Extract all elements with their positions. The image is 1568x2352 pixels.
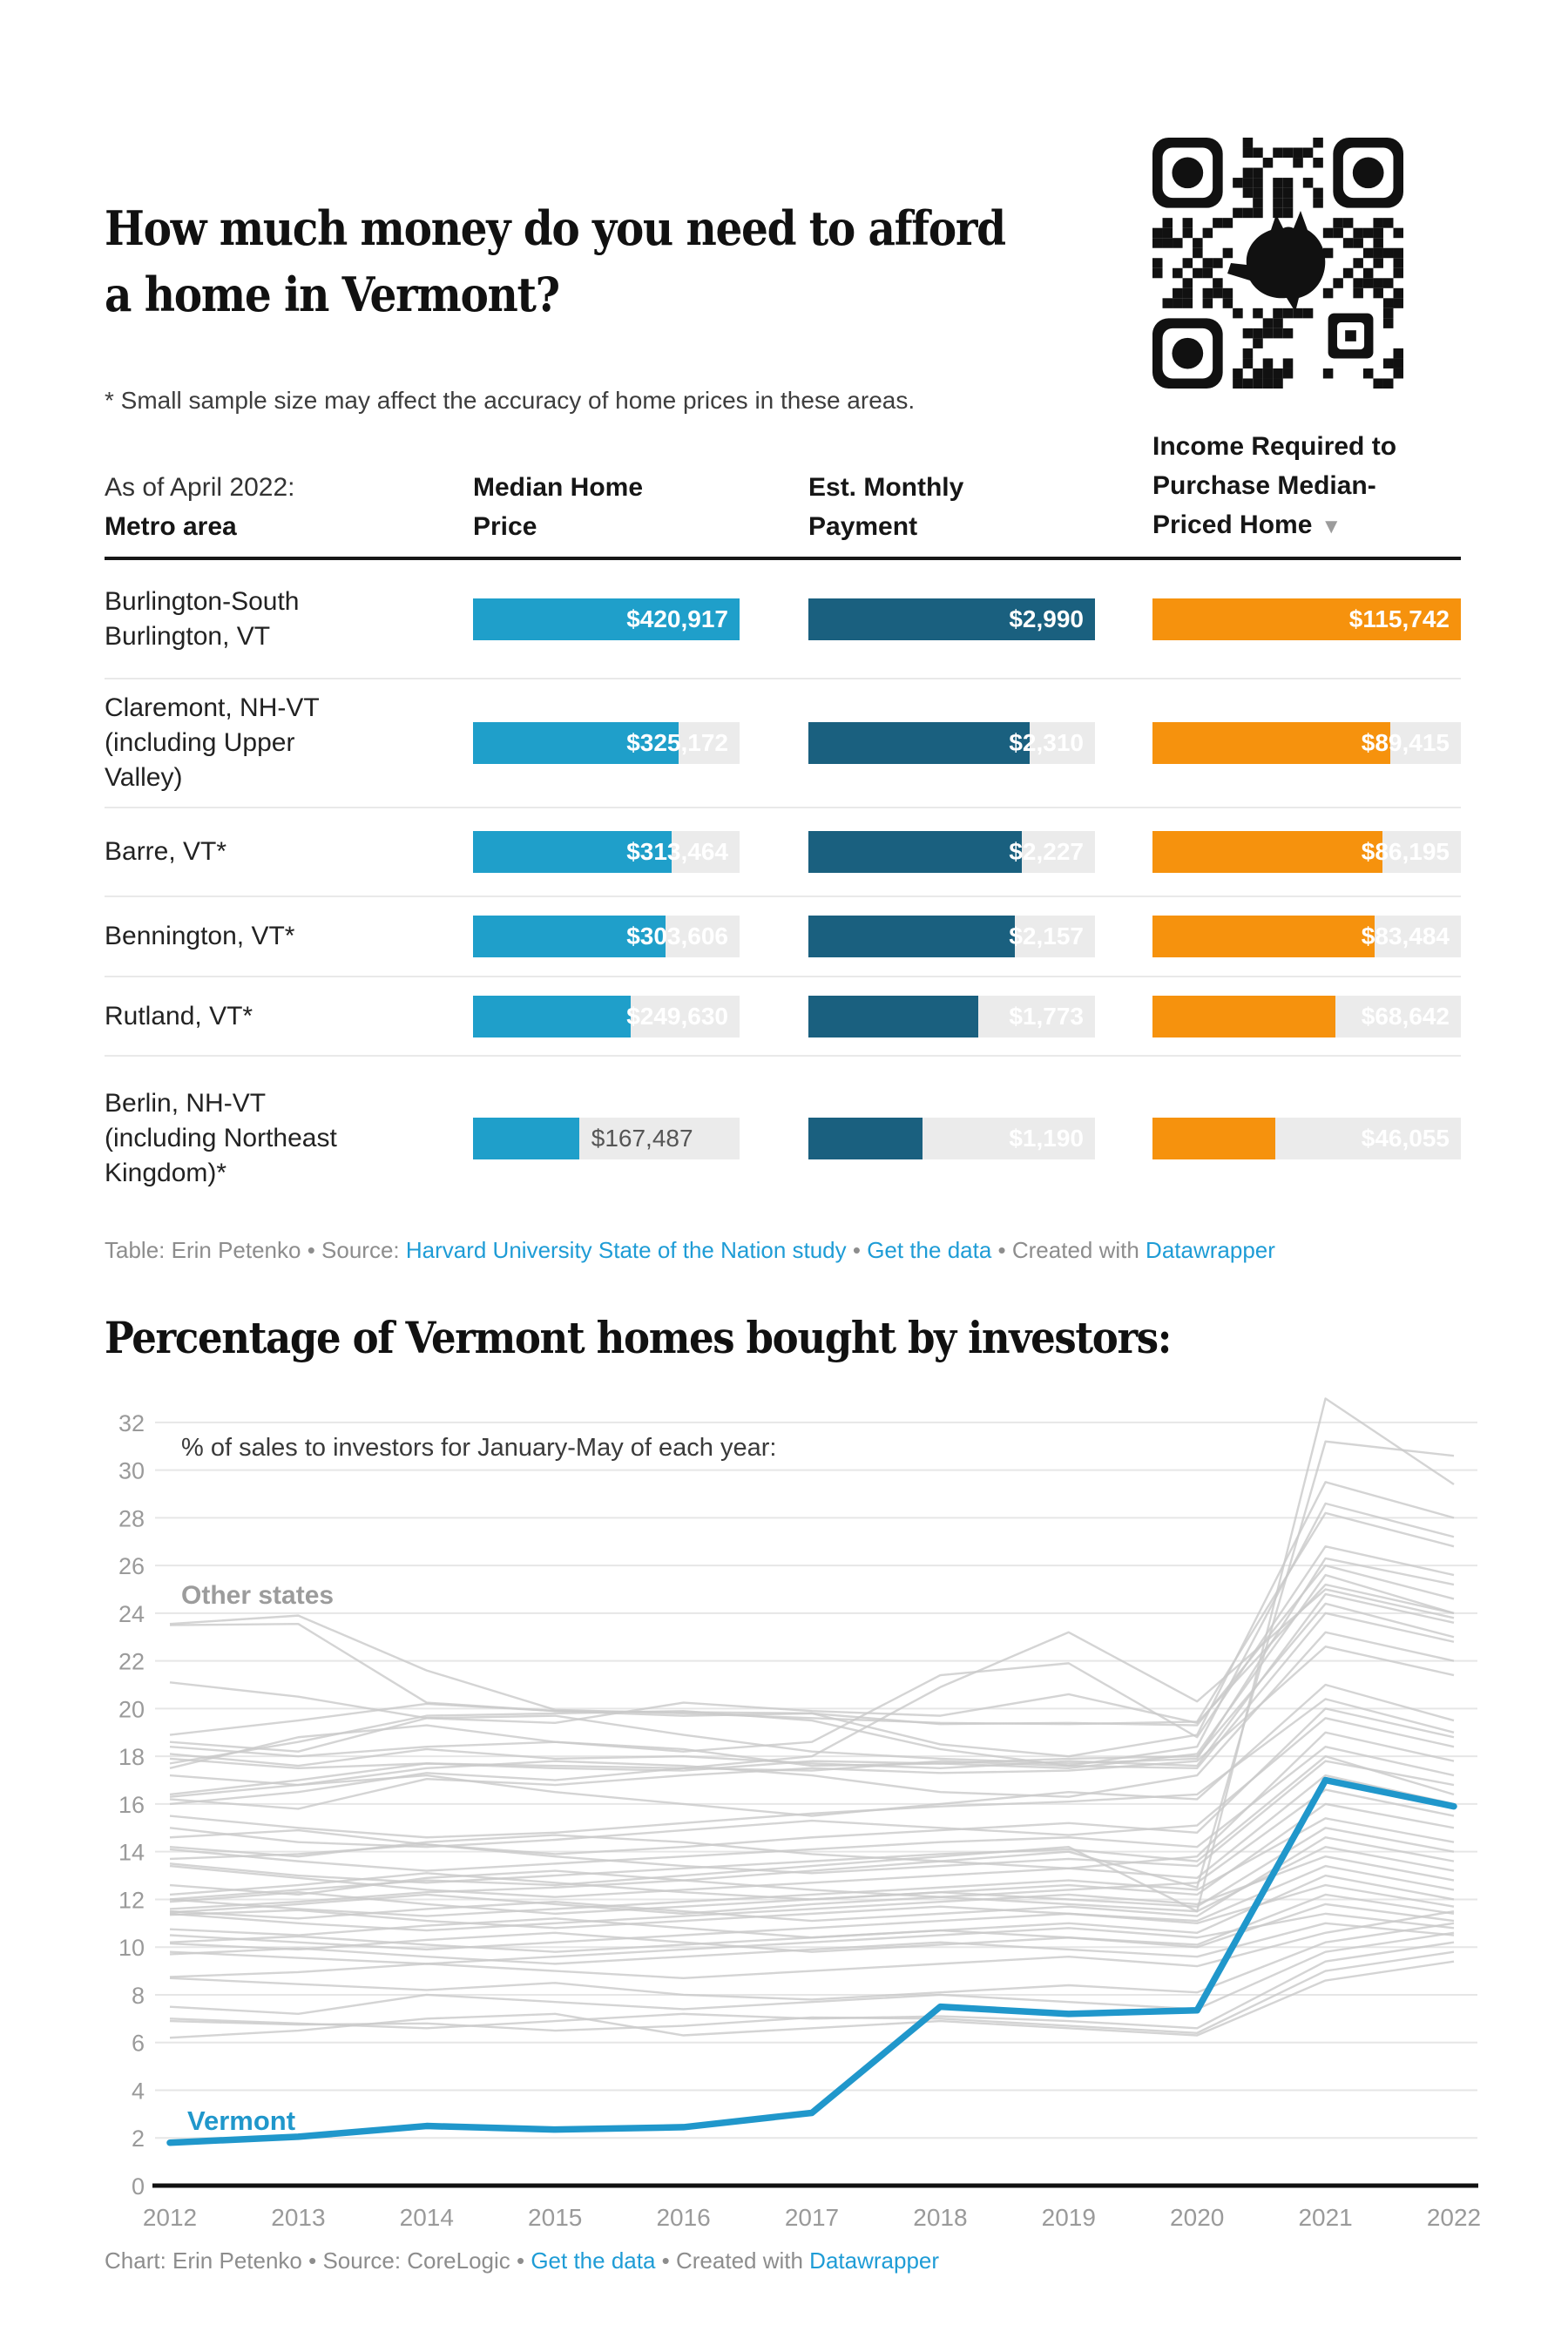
qr-module (1303, 308, 1314, 319)
x-tick-label: 2020 (1170, 2204, 1225, 2231)
qr-module (1183, 228, 1193, 239)
other-states-label: Other states (181, 1581, 335, 1610)
payment-bar-fill (808, 916, 1015, 957)
income-header-line1: Income Required to (1152, 432, 1397, 461)
y-tick-label: 14 (118, 1839, 145, 1866)
other-state-line (170, 1442, 1454, 1909)
qr-module (1243, 358, 1254, 368)
chart-get-the-data-link[interactable]: Get the data (531, 2247, 656, 2274)
payment-bar-fill (808, 1118, 923, 1159)
qr-module (1273, 178, 1283, 188)
vermont-label: Vermont (187, 2105, 296, 2136)
qr-module (1373, 278, 1383, 288)
home-affordability-table (105, 433, 1461, 1220)
income-bar (1152, 1118, 1461, 1159)
y-tick-label: 6 (131, 2030, 145, 2057)
y-tick-label: 22 (118, 1648, 145, 1675)
income-bar (1152, 916, 1461, 957)
metro-label: Rutland, VT* (105, 1001, 253, 1031)
qr-module (1303, 178, 1314, 188)
qr-module (1273, 368, 1283, 379)
qr-module (1373, 378, 1383, 389)
qr-module (1243, 168, 1254, 179)
qr-module (1213, 218, 1223, 228)
payment-bar (808, 831, 1095, 873)
qr-module (1263, 158, 1274, 168)
qr-module (1293, 158, 1303, 168)
table-credit-text: Table: Erin Petenko • Source: (105, 1237, 406, 1263)
qr-module (1363, 248, 1374, 259)
qr-module (1243, 148, 1254, 159)
qr-module (1323, 228, 1334, 239)
qr-finder-dot (1172, 338, 1203, 369)
qr-module (1383, 278, 1394, 288)
table-body (105, 560, 1461, 1220)
other-state-line (170, 1646, 1454, 1808)
x-tick-label: 2021 (1298, 2204, 1353, 2231)
qr-module (1383, 248, 1394, 259)
chart-title: Percentage of Vermont homes bought by investors: (105, 1312, 1172, 1363)
qr-module (1213, 278, 1223, 288)
qr-module (1283, 148, 1294, 159)
qr-module (1383, 358, 1394, 368)
price-bar (473, 598, 740, 640)
price-bar-value: $420,917 (626, 605, 728, 632)
y-tick-label: 16 (118, 1791, 145, 1818)
qr-code (1152, 138, 1403, 389)
qr-module (1243, 178, 1254, 188)
qr-module (1243, 328, 1254, 339)
qr-module (1283, 208, 1294, 219)
qr-module (1253, 198, 1263, 208)
qr-module (1163, 298, 1173, 308)
metro-label: Barre, VT* (105, 837, 227, 866)
income-bar-value: $89,415 (1361, 729, 1450, 756)
qr-module (1163, 228, 1173, 239)
qr-module (1383, 318, 1394, 328)
qr-module (1283, 198, 1294, 208)
qr-module (1345, 330, 1356, 341)
qr-module (1233, 208, 1243, 219)
qr-module (1313, 188, 1323, 199)
qr-module (1183, 218, 1193, 228)
qr-module (1193, 248, 1203, 259)
qr-module (1313, 158, 1323, 168)
qr-module (1253, 378, 1263, 389)
qr-module (1203, 268, 1213, 279)
payment-header-line2: Payment (808, 512, 918, 541)
qr-module (1323, 288, 1334, 299)
price-bar-value: $313,464 (626, 838, 728, 865)
payment-bar-value: $2,227 (1009, 838, 1084, 865)
qr-module (1253, 338, 1263, 348)
qr-module (1203, 288, 1213, 299)
metro-area-header: Metro area (105, 512, 237, 541)
other-state-line (170, 1398, 1454, 1911)
qr-module (1273, 318, 1283, 328)
payment-bar-fill (808, 831, 1022, 873)
income-bar (1152, 996, 1461, 1037)
income-bar-fill (1152, 996, 1335, 1037)
qr-module (1393, 228, 1403, 239)
qr-module (1243, 378, 1254, 389)
price-bar-value: $249,630 (626, 1002, 728, 1030)
qr-module (1353, 258, 1363, 268)
qr-module (1183, 288, 1193, 299)
x-tick-label: 2015 (528, 2204, 583, 2231)
qr-module (1303, 148, 1314, 159)
price-bar (473, 1118, 740, 1159)
qr-module (1243, 138, 1254, 148)
y-tick-label: 26 (118, 1553, 145, 1580)
qr-code-icon (1152, 138, 1403, 389)
qr-module (1393, 268, 1403, 279)
qr-module (1323, 368, 1334, 379)
other-state-line (170, 1513, 1454, 1724)
qr-module (1213, 258, 1223, 268)
qr-module (1233, 308, 1243, 319)
table-footnote: * Small sample size may affect the accuracy of home prices in these areas. (105, 387, 916, 414)
qr-module (1203, 258, 1213, 268)
income-bar-value: $68,642 (1361, 1002, 1450, 1030)
qr-module (1193, 238, 1203, 248)
qr-module (1263, 378, 1274, 389)
qr-module (1353, 288, 1363, 299)
x-tick-label: 2016 (656, 2204, 711, 2231)
column-header-payment[interactable] (808, 468, 963, 546)
price-bar (473, 996, 740, 1037)
y-tick-label: 18 (118, 1744, 145, 1771)
qr-module (1353, 238, 1363, 248)
qr-module (1223, 288, 1233, 299)
page-title (105, 195, 1005, 328)
price-bar (473, 916, 740, 957)
page-title-line2: a home in Vermont? (105, 267, 559, 322)
qr-module (1273, 308, 1283, 319)
as-of-date-label: As of April 2022: (105, 473, 295, 502)
qr-module (1213, 288, 1223, 299)
table-row (105, 808, 1461, 897)
qr-module (1373, 238, 1383, 248)
table-row (105, 560, 1461, 679)
y-tick-label: 10 (118, 1935, 145, 1962)
qr-finder-dot (1172, 157, 1203, 188)
y-tick-label: 20 (118, 1696, 145, 1723)
table-row (105, 897, 1461, 977)
qr-module (1203, 298, 1213, 308)
qr-module (1283, 188, 1294, 199)
payment-bar (808, 1118, 1095, 1159)
payment-bar-value: $1,773 (1009, 1002, 1084, 1030)
other-state-line (170, 1575, 1454, 1768)
price-bar-value: $325,172 (626, 729, 728, 756)
qr-module (1383, 298, 1394, 308)
y-tick-label: 0 (131, 2173, 145, 2200)
qr-module (1393, 348, 1403, 359)
qr-module (1223, 218, 1233, 228)
qr-module (1283, 308, 1294, 319)
qr-module (1233, 378, 1243, 389)
y-tick-label: 32 (118, 1409, 145, 1436)
get-the-data-link[interactable]: Get the data (867, 1237, 992, 1263)
qr-module (1152, 258, 1163, 268)
other-state-line (170, 1504, 1454, 1766)
qr-module (1393, 298, 1403, 308)
column-header-income[interactable] (1152, 427, 1396, 546)
income-bar-fill (1152, 722, 1390, 764)
page-title-line1: How much money do you need to afford (105, 200, 1005, 256)
source-study-link[interactable]: Harvard University State of the Nation study (405, 1237, 847, 1263)
x-tick-label: 2012 (142, 2204, 198, 2231)
payment-bar (808, 916, 1095, 957)
other-state-line (170, 1943, 1454, 2029)
metro-label: Burlington-South Burlington, VT (105, 586, 300, 651)
qr-module (1283, 368, 1294, 379)
qr-module (1393, 288, 1403, 299)
y-tick-label: 28 (118, 1505, 145, 1532)
price-bar-value: $303,606 (626, 923, 728, 950)
qr-module (1173, 238, 1183, 248)
qr-module (1393, 248, 1403, 259)
qr-module (1193, 268, 1203, 279)
qr-module (1333, 218, 1343, 228)
qr-module (1243, 348, 1254, 359)
qr-module (1253, 168, 1263, 179)
qr-module (1373, 288, 1383, 299)
other-state-line (170, 1761, 1454, 1874)
price-bar (473, 722, 740, 764)
qr-module (1173, 268, 1183, 279)
qr-module (1313, 198, 1323, 208)
payment-bar-fill (808, 722, 1030, 764)
income-bar-fill (1152, 1118, 1275, 1159)
qr-module (1373, 258, 1383, 268)
qr-module (1283, 178, 1294, 188)
qr-module (1313, 138, 1323, 148)
qr-module (1353, 228, 1363, 239)
payment-bar-value: $1,190 (1009, 1125, 1084, 1152)
table-row (105, 1057, 1461, 1220)
qr-module (1343, 218, 1354, 228)
y-tick-label: 24 (118, 1600, 145, 1627)
qr-module (1173, 288, 1183, 299)
income-bar-fill (1152, 916, 1375, 957)
price-bar-value: $167,487 (591, 1125, 693, 1152)
qr-module (1152, 238, 1163, 248)
qr-module (1373, 218, 1383, 228)
income-bar (1152, 831, 1461, 873)
qr-module (1223, 298, 1233, 308)
payment-bar (808, 996, 1095, 1037)
datawrapper-link[interactable]: Datawrapper (1146, 1237, 1275, 1263)
x-tick-label: 2014 (399, 2204, 454, 2231)
qr-module (1363, 268, 1374, 279)
table-row (105, 679, 1461, 808)
table-header (105, 433, 1461, 560)
qr-module (1363, 368, 1374, 379)
qr-module (1253, 148, 1263, 159)
qr-module (1203, 228, 1213, 239)
qr-module (1393, 358, 1403, 368)
y-tick-label: 12 (118, 1887, 145, 1914)
column-header-metro[interactable] (105, 468, 294, 546)
qr-module (1283, 328, 1294, 339)
qr-module (1263, 358, 1274, 368)
x-tick-label: 2018 (913, 2204, 968, 2231)
investor-share-line-chart (0, 1394, 1568, 2265)
table-row (105, 977, 1461, 1057)
y-tick-label: 2 (131, 2126, 145, 2153)
payment-bar-value: $2,310 (1009, 729, 1084, 756)
qr-module (1363, 228, 1374, 239)
income-header-line3: Priced Home ▼ (1152, 510, 1342, 539)
qr-module (1343, 238, 1354, 248)
income-bar-value: $83,484 (1361, 923, 1450, 950)
qr-module (1393, 258, 1403, 268)
qr-module (1183, 278, 1193, 288)
x-tick-label: 2013 (271, 2204, 326, 2231)
qr-module (1263, 328, 1274, 339)
vtdigger-logo-icon (1227, 211, 1325, 312)
qr-module (1183, 298, 1193, 308)
qr-module (1223, 248, 1233, 259)
payment-bar-value: $2,990 (1009, 605, 1084, 632)
x-tick-label: 2019 (1041, 2204, 1096, 2231)
income-bar-fill (1152, 831, 1382, 873)
qr-module (1253, 178, 1263, 188)
income-bar (1152, 598, 1461, 640)
qr-module (1273, 198, 1283, 208)
qr-module (1383, 218, 1394, 228)
qr-module (1353, 278, 1363, 288)
income-bar-value: $115,742 (1348, 605, 1450, 632)
qr-module (1333, 228, 1343, 239)
payment-header-line1: Est. Monthly (808, 473, 964, 502)
qr-module (1253, 328, 1263, 339)
other-state-line (170, 1923, 1454, 1964)
metro-label: Berlin, NH-VT (including Northeast Kingdom)* (105, 1089, 337, 1187)
qr-module (1383, 308, 1394, 319)
price-bar-fill (473, 1118, 579, 1159)
chart-annotation: % of sales to investors for January-May of each year: (181, 1434, 777, 1462)
chart-credits: Chart: Erin Petenko • Source: CoreLogic • Get the data • Created with Datawrapper (105, 2247, 940, 2274)
metro-label: Claremont, NH-VT (including Upper Valley) (105, 693, 320, 792)
qr-module (1253, 368, 1263, 379)
qr-module (1283, 358, 1294, 368)
qr-module (1173, 298, 1183, 308)
other-state-line (170, 1952, 1454, 2033)
qr-module (1333, 278, 1343, 288)
qr-module (1163, 218, 1173, 228)
qr-module (1273, 188, 1283, 199)
qr-module (1233, 368, 1243, 379)
payment-bar (808, 598, 1095, 640)
qr-module (1393, 368, 1403, 379)
table-credits: Table: Erin Petenko • Source: Harvard University State of the Nation study • Get the data • Created with Datawrapper (105, 1237, 1275, 1263)
y-tick-label: 30 (118, 1457, 145, 1484)
qr-module (1243, 188, 1254, 199)
price-header-line1: Median Home (473, 473, 644, 502)
qr-module (1273, 208, 1283, 219)
qr-module (1263, 368, 1274, 379)
qr-module (1273, 148, 1283, 159)
qr-finder-dot (1353, 157, 1384, 188)
x-tick-label: 2022 (1426, 2204, 1482, 2231)
qr-module (1233, 178, 1243, 188)
qr-module (1373, 248, 1383, 259)
price-bar-fill (473, 996, 631, 1037)
qr-module (1343, 268, 1354, 279)
qr-module (1152, 268, 1163, 279)
column-header-price[interactable] (473, 468, 643, 546)
income-bar-value: $86,195 (1361, 838, 1450, 865)
qr-module (1163, 238, 1173, 248)
price-header-line2: Price (473, 512, 537, 541)
y-tick-label: 8 (131, 1982, 145, 2009)
qr-module (1243, 208, 1254, 219)
payment-bar (808, 722, 1095, 764)
sort-descending-icon[interactable]: ▼ (1321, 515, 1342, 538)
qr-module (1152, 228, 1163, 239)
payment-bar-fill (808, 996, 978, 1037)
qr-module (1363, 278, 1374, 288)
x-tick-label: 2017 (784, 2204, 840, 2231)
qr-module (1253, 308, 1263, 319)
metro-label: Bennington, VT* (105, 922, 295, 950)
qr-module (1183, 258, 1193, 268)
other-state-line (170, 1733, 1454, 1869)
chart-credit-text: Chart: Erin Petenko • Source: CoreLogic • (105, 2247, 531, 2274)
income-header-line2: Purchase Median- (1152, 471, 1376, 500)
qr-module (1253, 208, 1263, 219)
payment-bar-value: $2,157 (1009, 923, 1084, 950)
chart-datawrapper-link[interactable]: Datawrapper (809, 2247, 940, 2274)
qr-module (1273, 328, 1283, 339)
qr-module (1373, 228, 1383, 239)
y-tick-label: 4 (131, 2078, 145, 2105)
qr-module (1293, 148, 1303, 159)
qr-module (1273, 378, 1283, 389)
qr-module (1253, 188, 1263, 199)
price-bar (473, 831, 740, 873)
qr-module (1263, 318, 1274, 328)
income-bar-value: $46,055 (1361, 1125, 1450, 1152)
income-bar (1152, 722, 1461, 764)
qr-module (1383, 378, 1394, 389)
